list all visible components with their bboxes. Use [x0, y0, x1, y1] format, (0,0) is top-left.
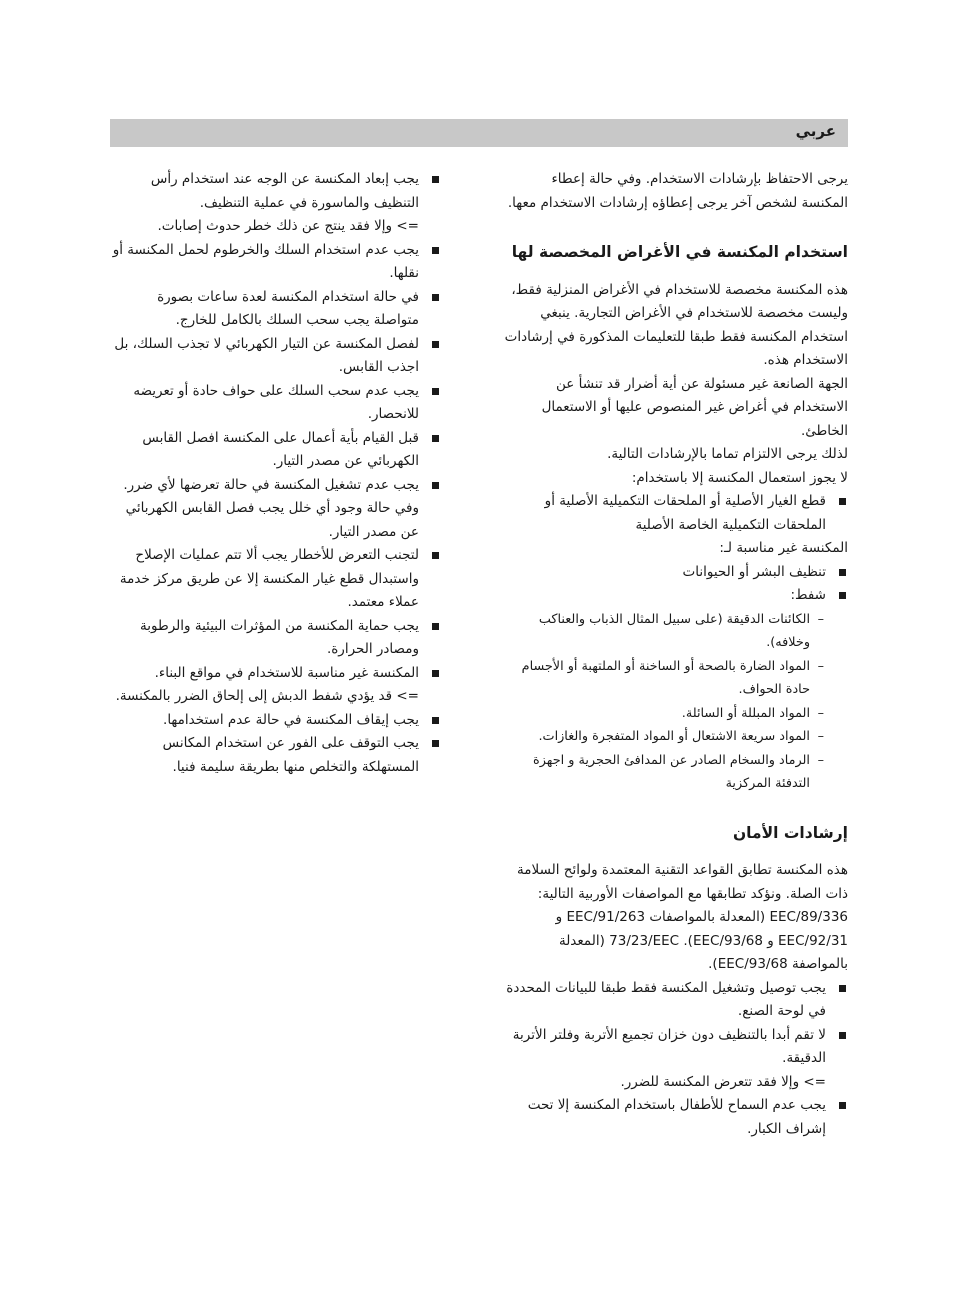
dash-text: المواد المبللة أو السائلة.	[681, 705, 810, 721]
bullet-text: يجب حماية المكنسة من المؤثرات البيئية والرطوبة ومصادر الحرارة.	[140, 617, 419, 657]
dash-text: المواد الضارة بالصحة أو الساخنة أو الملتهبة أو الأجسام حادة الحواف.	[521, 658, 810, 697]
intro-paragraph: يرجى الاحتفاظ بإرشادات الاستخدام. وفي حالة إعطاء المكنسة لشخص آخر يرجى إعطاؤه إرشادات الاستخدام معها.	[507, 171, 848, 211]
section-heading-safety: إرشادات الأمان	[732, 823, 848, 842]
bullet-square-icon	[432, 717, 439, 724]
bullet-text: يجب إبعاد المكنسة عن الوجه عند استخدام رأس التنظيف والماسورة في عملية التنظيف.	[150, 171, 419, 211]
bullet-square-icon	[432, 623, 439, 630]
list-item	[111, 239, 441, 286]
bullet-square-icon	[432, 247, 439, 254]
unsuitable-label: المكنسة غير مناسبة لـ:	[719, 540, 848, 556]
list-item	[111, 544, 441, 615]
bullet-square-icon	[839, 985, 846, 992]
bullet-text: يجب عدم تشغيل المكنسة في حالة تعرضها لأي ضرر. وفي حالة وجود أي خلل يجب فصل القابس الكهربائي عن مصدر التيار.	[123, 476, 419, 540]
right-column	[503, 168, 848, 1141]
bullet-square-icon	[839, 1102, 846, 1109]
list-item	[111, 427, 441, 474]
safety-paragraph: هذه المكنسة تطابق القواعد التقنية المعتمدة ولوائح السلامة ذات الصلة. ونؤكد تطابقها مع المواصفات الأوربية التالية: 89/336/EEC (المعدلة بالمواصفات 91/263/EEC و 92/31/EEC و 93/68/EEC). 73/23/EEC (المعدلة بالمواصفة 93/68/EEC).	[517, 862, 848, 972]
bullet-text: لا تقم أبدا بالتنظيف دون خزان تجميع الأتربة وفلتر الأتربة الدقيقة.	[512, 1026, 826, 1066]
dash-item: – المواد الضارة بالصحة أو الساخنة أو الملتهبة أو الأجسام حادة الحواف.	[521, 658, 824, 697]
bullet-square-icon	[839, 592, 846, 599]
list-item	[111, 333, 441, 380]
dash-text: الرماد والسخام الصادر عن المدافئ الحجرية و اجهزة التدفئة المركزية	[533, 752, 810, 791]
bullet-square-icon	[432, 294, 439, 301]
list-item	[111, 168, 441, 215]
dash-item: – المواد سريعة الاشتعال أو المواد المتفجرة والغازات.	[538, 729, 824, 744]
bullet-text: يجب التوقف على الفور عن استخدام المكانس المستهلكة والتخلص منها بطريقة سليمة فنيا.	[162, 735, 419, 775]
dash-text: الكائنات الدقيقة (على سبيل المثال الذباب والعناكب وخلافه).	[538, 611, 810, 650]
bullet-square-icon	[839, 498, 846, 505]
list-item	[111, 474, 441, 545]
language-title: عربي	[795, 122, 836, 140]
dash-text: المواد سريعة الاشتعال أو المواد المتفجرة والغازات.	[538, 729, 810, 744]
list-item	[503, 490, 848, 537]
bullet-text: تنظيف البشر أو الحيوانات	[682, 563, 826, 580]
list-item	[111, 286, 441, 333]
language-header-bar	[110, 119, 848, 147]
bullet-square-icon	[432, 552, 439, 559]
bullet-text: المكنسة غير مناسبة للاستخدام في مواقع البناء.	[154, 664, 419, 681]
dash-item: – الكائنات الدقيقة (على سبيل المثال الذباب والعناكب وخلافه).	[538, 611, 824, 650]
bullet-square-icon	[432, 740, 439, 747]
list-item	[111, 662, 441, 686]
bullet-text: لفصل المكنسة عن التيار الكهربائي لا تجذب السلك، بل اجذب القابس.	[114, 335, 419, 375]
bullet-text: يجب عدم السماح للأطفال باستخدام المكنسة إلا تحت إشراف الكبار.	[527, 1097, 826, 1137]
list-item	[503, 561, 848, 585]
bullet-text: لتجنب التعرض للأخطار يجب ألا تتم عمليات الإصلاح واستبدال قطع غيار المكنسة إلا عن طريق مركز خدمة عملاء معتمد.	[119, 547, 419, 610]
bullet-text: شفط:	[790, 587, 826, 603]
bullet-text: يجب إيقاف المكنسة في حالة عدم استخدامها.	[163, 711, 419, 728]
warning-arrow-text: => وإلا فقد تتعرض المكنسة للضرر.	[620, 1073, 826, 1090]
list-item	[111, 380, 441, 427]
bullet-text: يجب توصيل وتشغيل المكنسة فقط طبقا للبيانات المحددة في لوحة الصنع.	[506, 979, 826, 1019]
bullet-square-icon	[432, 341, 439, 348]
bullet-square-icon	[432, 176, 439, 183]
list-item	[111, 709, 441, 733]
warning-arrow-text: => قد يؤدي شفط الدبش إلى إلحاق الضرر بالمكنسة.	[115, 688, 419, 704]
list-item	[111, 732, 441, 779]
bullet-text: قبل القيام بأية أعمال على المكنسة افصل القابس الكهربائي عن مصدر التيار.	[142, 429, 419, 469]
list-item	[503, 1024, 848, 1071]
warning-arrow-text: => وإلا فقد ينتج عن ذلك خطر حدوث إصابات.	[157, 218, 419, 234]
list-item	[111, 615, 441, 662]
section-heading-intended-use: استخدام المكنسة في الأغراض المخصصة لها	[511, 243, 848, 261]
intended-use-paragraph-3: لذلك يرجى الالتزام تماما بالإرشادات التالية.	[607, 446, 848, 462]
intended-use-paragraph-2: الجهة الصانعة غير مسئولة عن أية أضرار قد تنشأ عن الاستخدام في أغراض غير المنصوص عليها أو الاستعمال الخاطئ.	[541, 375, 848, 439]
bullet-square-icon	[432, 388, 439, 395]
dash-item: – المواد المبللة أو السائلة.	[681, 705, 824, 721]
list-item	[503, 1094, 848, 1141]
bullet-text: قطع الغيار الأصلية أو الملحقات التكميلية الأصلية أو الملحقات التكميلية الخاصة الأصلية	[544, 493, 826, 533]
bullet-text: يجب عدم استخدام السلك والخرطوم لحمل المكنسة أو نقلها.	[112, 241, 419, 281]
bullet-square-icon	[839, 1032, 846, 1039]
bullet-square-icon	[839, 569, 846, 576]
bullet-text: يجب عدم سحب السلك على حواف حادة أو تعريضه للانحصار.	[133, 382, 419, 422]
bullet-square-icon	[432, 670, 439, 677]
intended-use-paragraph-1: هذه المكنسة مخصصة للاستخدام في الأغراض المنزلية فقط، وليست مخصصة للاستخدام في الأغراض التجارية. ينبغي استخدام المكنسة فقط طبقا للتعليمات المذكورة في إرشادات الاستخدام هذه.	[504, 281, 848, 368]
bullet-square-icon	[432, 482, 439, 489]
bullet-square-icon	[432, 435, 439, 442]
left-column	[111, 168, 441, 779]
dash-item: – الرماد والسخام الصادر عن المدافئ الحجرية و اجهزة التدفئة المركزية	[533, 752, 824, 791]
list-item	[503, 977, 848, 1024]
intended-use-paragraph-4: لا يجوز استعمال المكنسة إلا باستخدام:	[631, 469, 848, 486]
list-item	[503, 584, 848, 608]
bullet-text: في حالة استخدام المكنسة لعدة ساعات بصورة متواصلة يجب سحب السلك بالكامل للخارج.	[157, 288, 419, 328]
